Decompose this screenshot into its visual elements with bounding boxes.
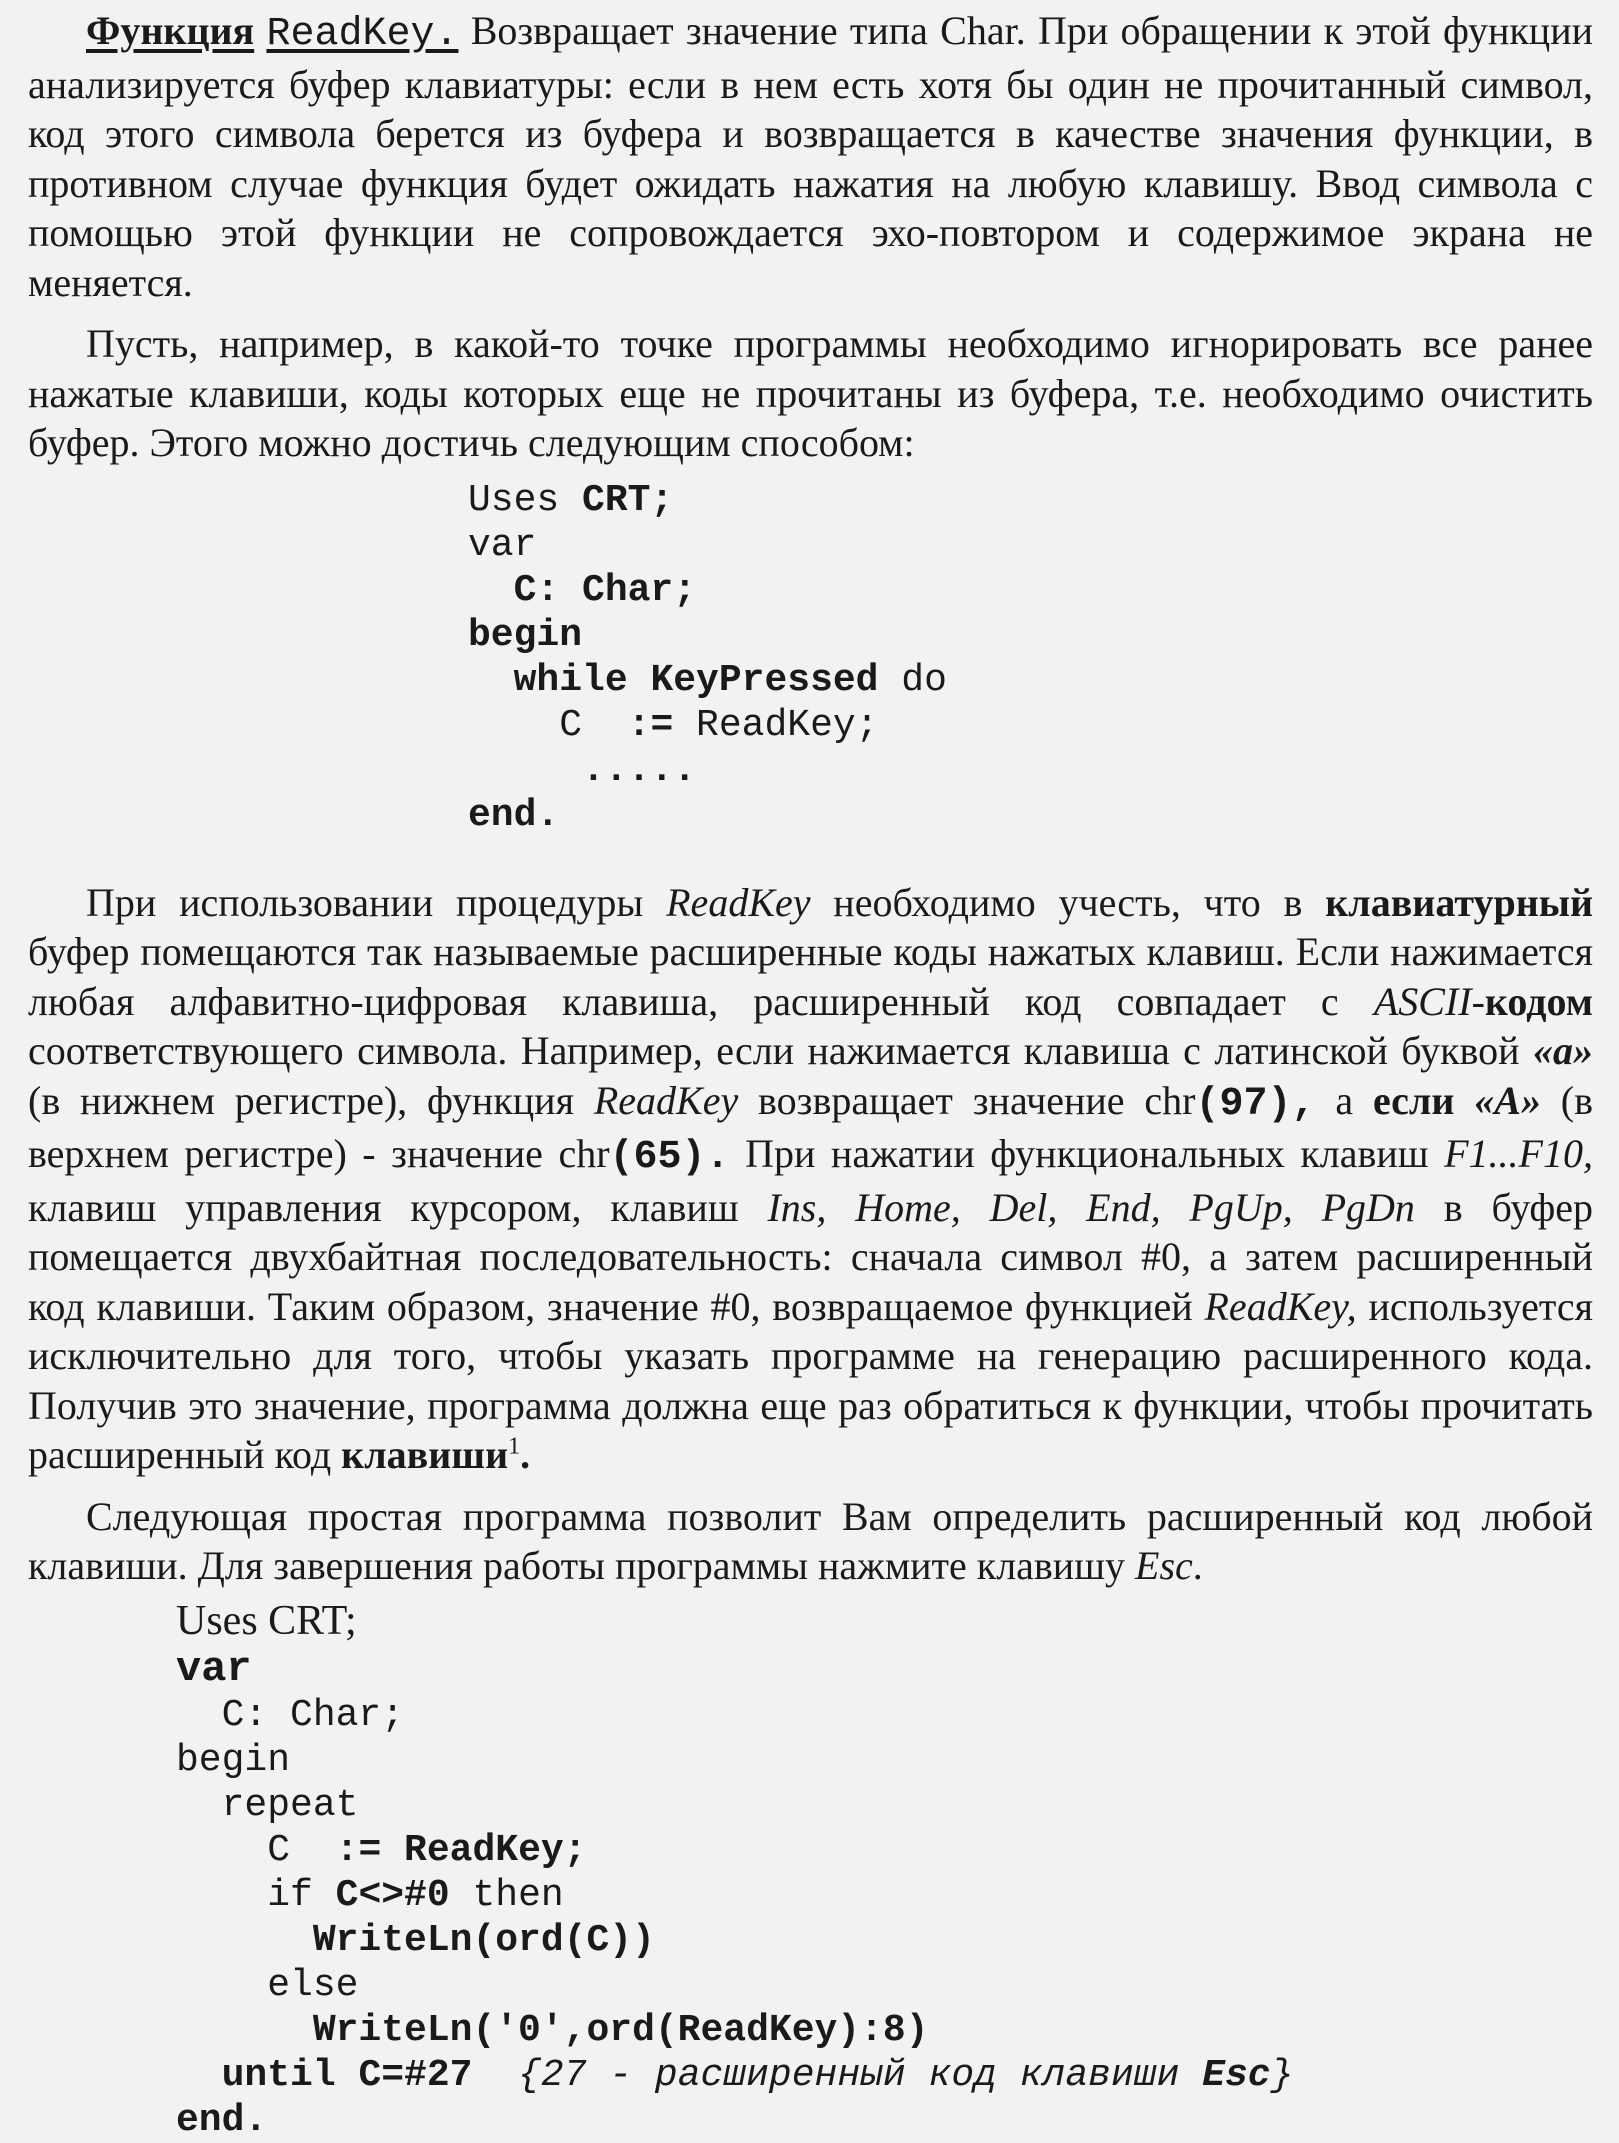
code2-line: var (176, 1644, 252, 1693)
code2-line: Uses CRT; (176, 1597, 357, 1644)
code2-line: until C=#27 {27 - расширенный код клавиши Esc} (176, 2053, 1294, 2097)
code2-line: C := ReadKey; (176, 1828, 587, 1872)
readkey-description-text: Возвращает значение типа Char. При обращении к этой функции анализируется буфер клавиатуры: если в нем есть хотя бы один не прочитанный символ, код этого символа берется из буфера и возвращается в качестве значения функции, в противном случае функция будет ожидать нажатия на любую клавишу. Ввод символа с помощью этой функции не сопровождается эхо-повтором и содержимое экрана не меняется. (28, 8, 1594, 305)
footnote-marker: 1 (508, 1433, 521, 1460)
term-function-label: Функция (86, 8, 255, 53)
paragraph-readkey-definition (28, 6, 1593, 307)
term-readkey-name: ReadKey. (266, 12, 459, 57)
code2-line: C: Char; (176, 1693, 405, 1737)
code2-line: else (176, 1963, 359, 2007)
code1-line: ..... (468, 748, 697, 792)
document-page (28, 6, 1593, 2143)
paragraph-buffer-clear-intro (28, 319, 1593, 468)
code1-line: C := ReadKey; (468, 703, 879, 747)
code-listing-clear-buffer (28, 478, 1593, 838)
code1-line: C: Char; (468, 568, 697, 612)
code1-line: var (468, 523, 537, 567)
buffer-clear-text: Пусть, например, в какой-то точке программы необходимо игнорировать все ранее нажатые клавиши, коды которых еще не прочитаны из буфера, т.е. необходимо очистить буфер. Этого можно достичь следующим способом: (28, 321, 1593, 465)
code2-line: WriteLn(ord(C)) (176, 1918, 655, 1962)
code2-line: if C<>#0 then (176, 1873, 564, 1917)
code2-line: repeat (176, 1783, 359, 1827)
code1-line: Uses CRT; (468, 478, 674, 522)
code1-line: begin (468, 613, 583, 657)
code2-line: end. (176, 2098, 268, 2142)
paragraph-extended-codes: При использовании процедуры ReadKey необходимо учесть, что в клавиатурный буфер помещаются так называемые расширенные коды нажатых клавиш. Если нажимается любая алфавитно-цифровая клавиша, расширенный код совпадает с ASCII-кодом соответствующего символа. Например, если нажимается клавиша с латинской буквой «а» (в нижнем регистре), функция ReadKey возвращает значение chr(97), а если «А» (в верхнем регистре) - значение chr(65). При нажатии функциональных клавиш F1...F10, клавиш управления курсором, клавиш Ins, Home, Del, End, PgUp, PgDn в буфер помещается двухбайтная последовательность: сначала символ #0, а затем расширенный код клавиши. Таким образом, значение #0, возвращаемое функцией ReadKey, используется исключительно для того, чтобы указать программе на генерацию расширенного кода. Получив это значение, программа должна еще раз обратиться к функции, чтобы прочитать расширенный код клавиши$^1$. (28, 879, 1594, 1477)
code-listing-extended-code (28, 1599, 1593, 2143)
code2-line: begin (176, 1738, 291, 1782)
paragraph-program-intro: Следующая простая программа позволит Вам определить расширенный код любой клавиши. Для завершения работы программы нажмите клавишу Esc. (28, 1493, 1593, 1588)
code2-line: WriteLn('0',ord(ReadKey):8) (176, 2008, 929, 2052)
code1-line: end. (468, 793, 560, 837)
code1-line: while KeyPressed do (468, 658, 947, 702)
